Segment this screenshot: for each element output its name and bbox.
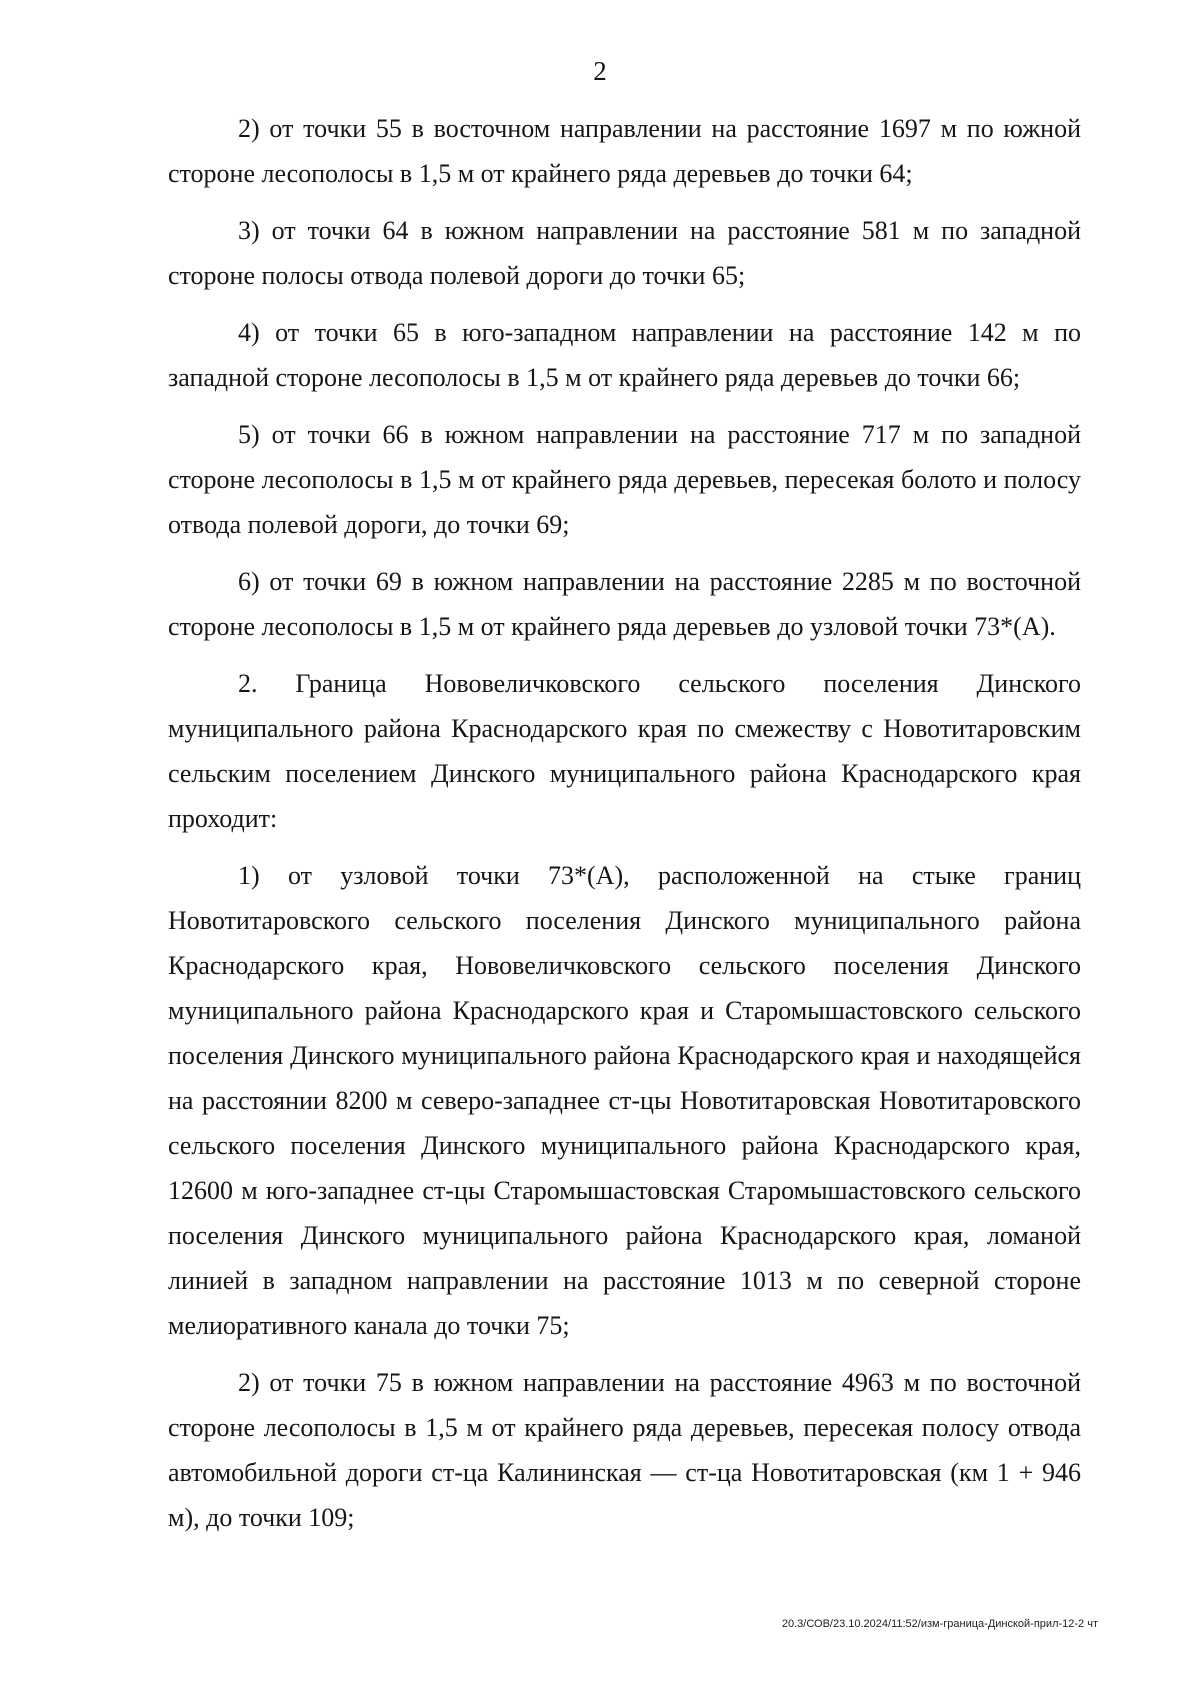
paragraph: 4) от точки 65 в юго-западном направлении на расстояние 142 м по западной стороне лесополосы в 1,5 м от крайнего ряда деревьев до точки 66; — [168, 318, 1081, 392]
paragraph: 6) от точки 69 в южном направлении на расстояние 2285 м по восточной стороне лесополосы в 1,5 м от крайнего ряда деревьев до узловой точки 73*(А). — [168, 567, 1081, 641]
paragraph: 1) от узловой точки 73*(А), расположенной на стыке границ Новотитаровского сельского поселения Динского муниципального района Краснодарского края, Нововеличковского сельского поселения Динского муниципального района Краснодарского края и Старомышастовского сельского поселения Динского муниципального района Краснодарского края и находящейся на расстоянии 8200 м северо-западнее ст-цы Новотитаровская Новотитаровского сельского поселения Динского муниципального района Краснодарского края, 12600 м юго-западнее ст-цы Старомышастовская Старомышастовского сельского поселения Динского муниципального района Краснодарского края, ломаной линией в западном направлении на расстояние 1013 м по северной стороне мелиоративного канала до точки 75; — [168, 861, 1081, 1340]
document-body — [168, 106, 1081, 1552]
paragraph: 2. Граница Нововеличковского сельского поселения Динского муниципального района Краснодарского края по смежеству с Новотитаровским сельским поселением Динского муниципального района Краснодарского края проходит: — [168, 669, 1081, 833]
footer-file-reference: 20.3/СОВ/23.10.2024/11:52/изм-граница-Динской-прил-12-2 чт — [781, 1618, 1098, 1630]
paragraph: 2) от точки 75 в южном направлении на расстояние 4963 м по восточной стороне лесополосы в 1,5 м от крайнего ряда деревьев, пересекая полосу отвода автомобильной дороги ст-ца Калининская — ст-ца Новотитаровская (км 1 + 946 м), до точки 109; — [168, 1368, 1081, 1532]
paragraph: 2) от точки 55 в восточном направлении на расстояние 1697 м по южной стороне лесополосы в 1,5 м от крайнего ряда деревьев до точки 64; — [168, 114, 1081, 188]
paragraph: 5) от точки 66 в южном направлении на расстояние 717 м по западной стороне лесополосы в 1,5 м от крайнего ряда деревьев, пересекая болото и полосу отвода полевой дороги, до точки 69; — [168, 420, 1081, 539]
page-number: 2 — [593, 56, 607, 86]
paragraph: 3) от точки 64 в южном направлении на расстояние 581 м по западной стороне полосы отвода полевой дороги до точки 65; — [168, 216, 1081, 290]
